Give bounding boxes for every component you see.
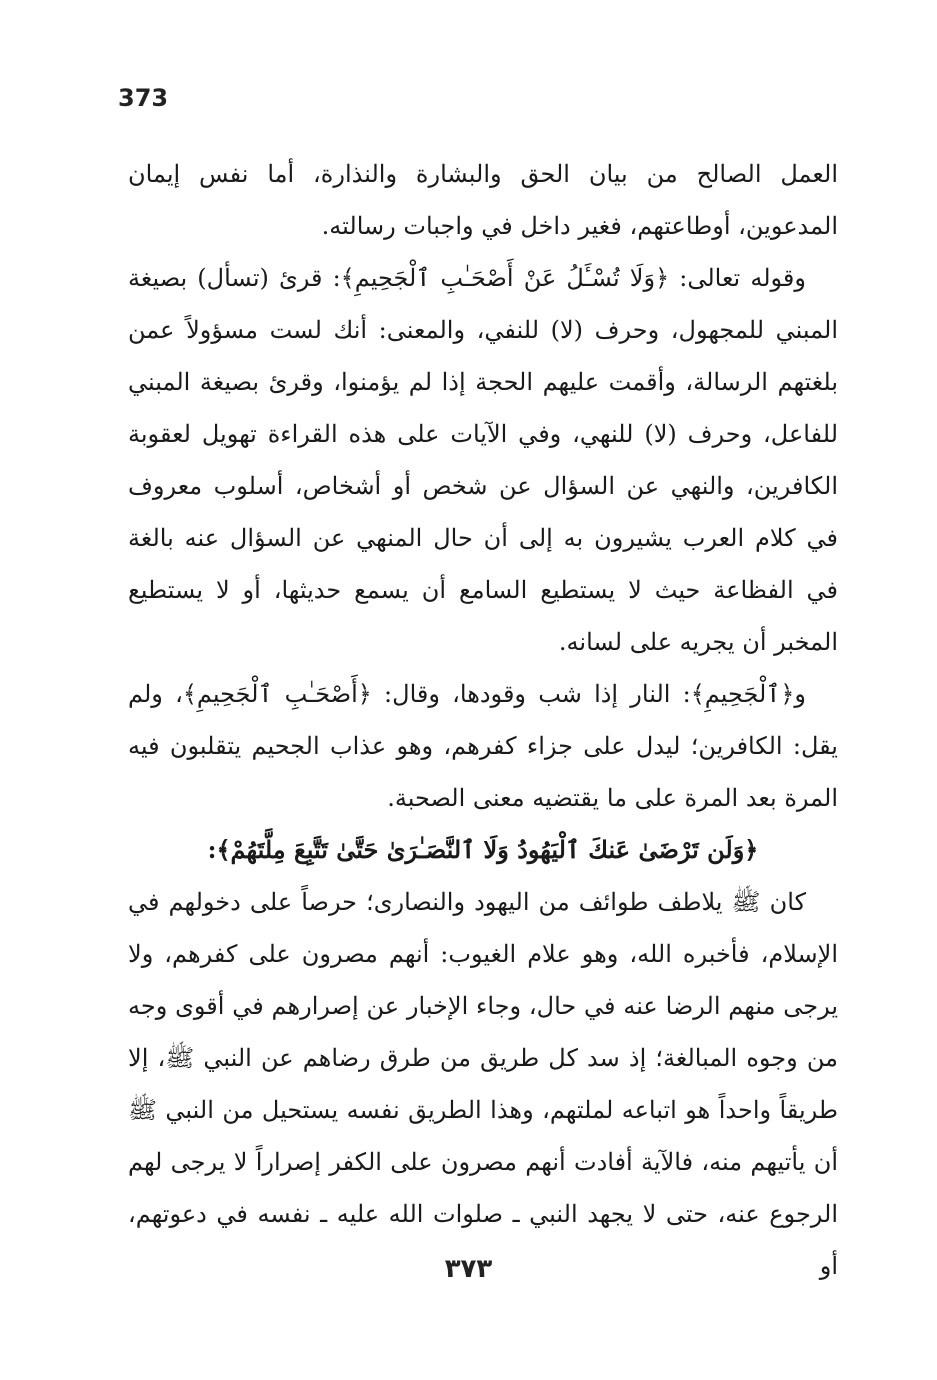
paragraph-tafsir: كان ﷺ يلاطف طوائف من اليهود والنصارى؛ حرصاً على دخولهم في الإسلام، فأخبره الله، وهو علام الغيوب: أنهم مصرون على كفرهم، ولا يرجى منهم الرضا عنه في حال، وجاء الإخبار عن إصرارهم في أقوى وجه من وجوه المبالغة؛ إذ سد كل طريق من طرق رضاهم عن النبي ﷺ، إلا طريقاً واحداً هو اتباعه لملتهم، وهذا الطريق نفسه يستحيل من النبي ﷺ أن يأتيهم منه، فالآية أفادت أنهم مصرون على الكفر إصراراً لا يرجى لهم الرجوع عنه، حتى لا يجهد النبي ـ صلوات الله عليه ـ نفسه في دعوتهم، أو xyxy=(128,888,838,1280)
page-number-latin: 373 xyxy=(118,84,169,112)
page-body xyxy=(128,148,838,1292)
paragraph-al-jahim: و﴿ٱلْجَحِيمِ﴾: النار إذا شب وقودها، وقال: ﴿أَصْحَـٰبِ ٱلْجَحِيمِ﴾، ولم يقل: الكافرين؛ ليدل على جزاء كفرهم، وهو عذاب الجحيم يتقلبون فيه المرة بعد المرة على ما يقتضيه معنى الصحبة. xyxy=(128,680,838,812)
paragraph-continuation: العمل الصالح من بيان الحق والبشارة والنذارة، أما نفس إيمان المدعوين، أوطاعتهم، فغير داخل في واجبات رسالته. xyxy=(128,160,838,240)
page-number-arabic: ٣٧٣ xyxy=(444,1254,493,1284)
verse-heading: ﴿وَلَن تَرْضَىٰ عَنكَ ٱلْيَهُودُ وَلَا ٱلنَّصَـٰرَىٰ حَتَّىٰ تَتَّبِعَ مِلَّتَهُمْ﴾: xyxy=(207,835,759,864)
paragraph-la-tusal: وقوله تعالى: ﴿وَلَا تُسْـَٔلُ عَنْ أَصْحَـٰبِ ٱلْجَحِيمِ﴾: قرئ (تسأل) بصيغة المبني للمجهول، وحرف (لا) للنفي، والمعنى: أنك لست مسؤولاً عمن بلغتهم الرسالة، وأقمت عليهم الحجة إذا لم يؤمنوا، وقرئ بصيغة المبني للفاعل، وحرف (لا) للنهي، وفي الآيات على هذه القراءة تهويل لعقوبة الكافرين، والنهي عن السؤال عن شخص أو أشخاص، أسلوب معروف في كلام العرب يشيرون به إلى أن حال المنهي عن السؤال عنه بالغة في الفظاعة حيث لا يستطيع السامع أن يسمع حديثها، أو لا يستطيع المخبر أن يجريه على لسانه. xyxy=(128,264,839,656)
